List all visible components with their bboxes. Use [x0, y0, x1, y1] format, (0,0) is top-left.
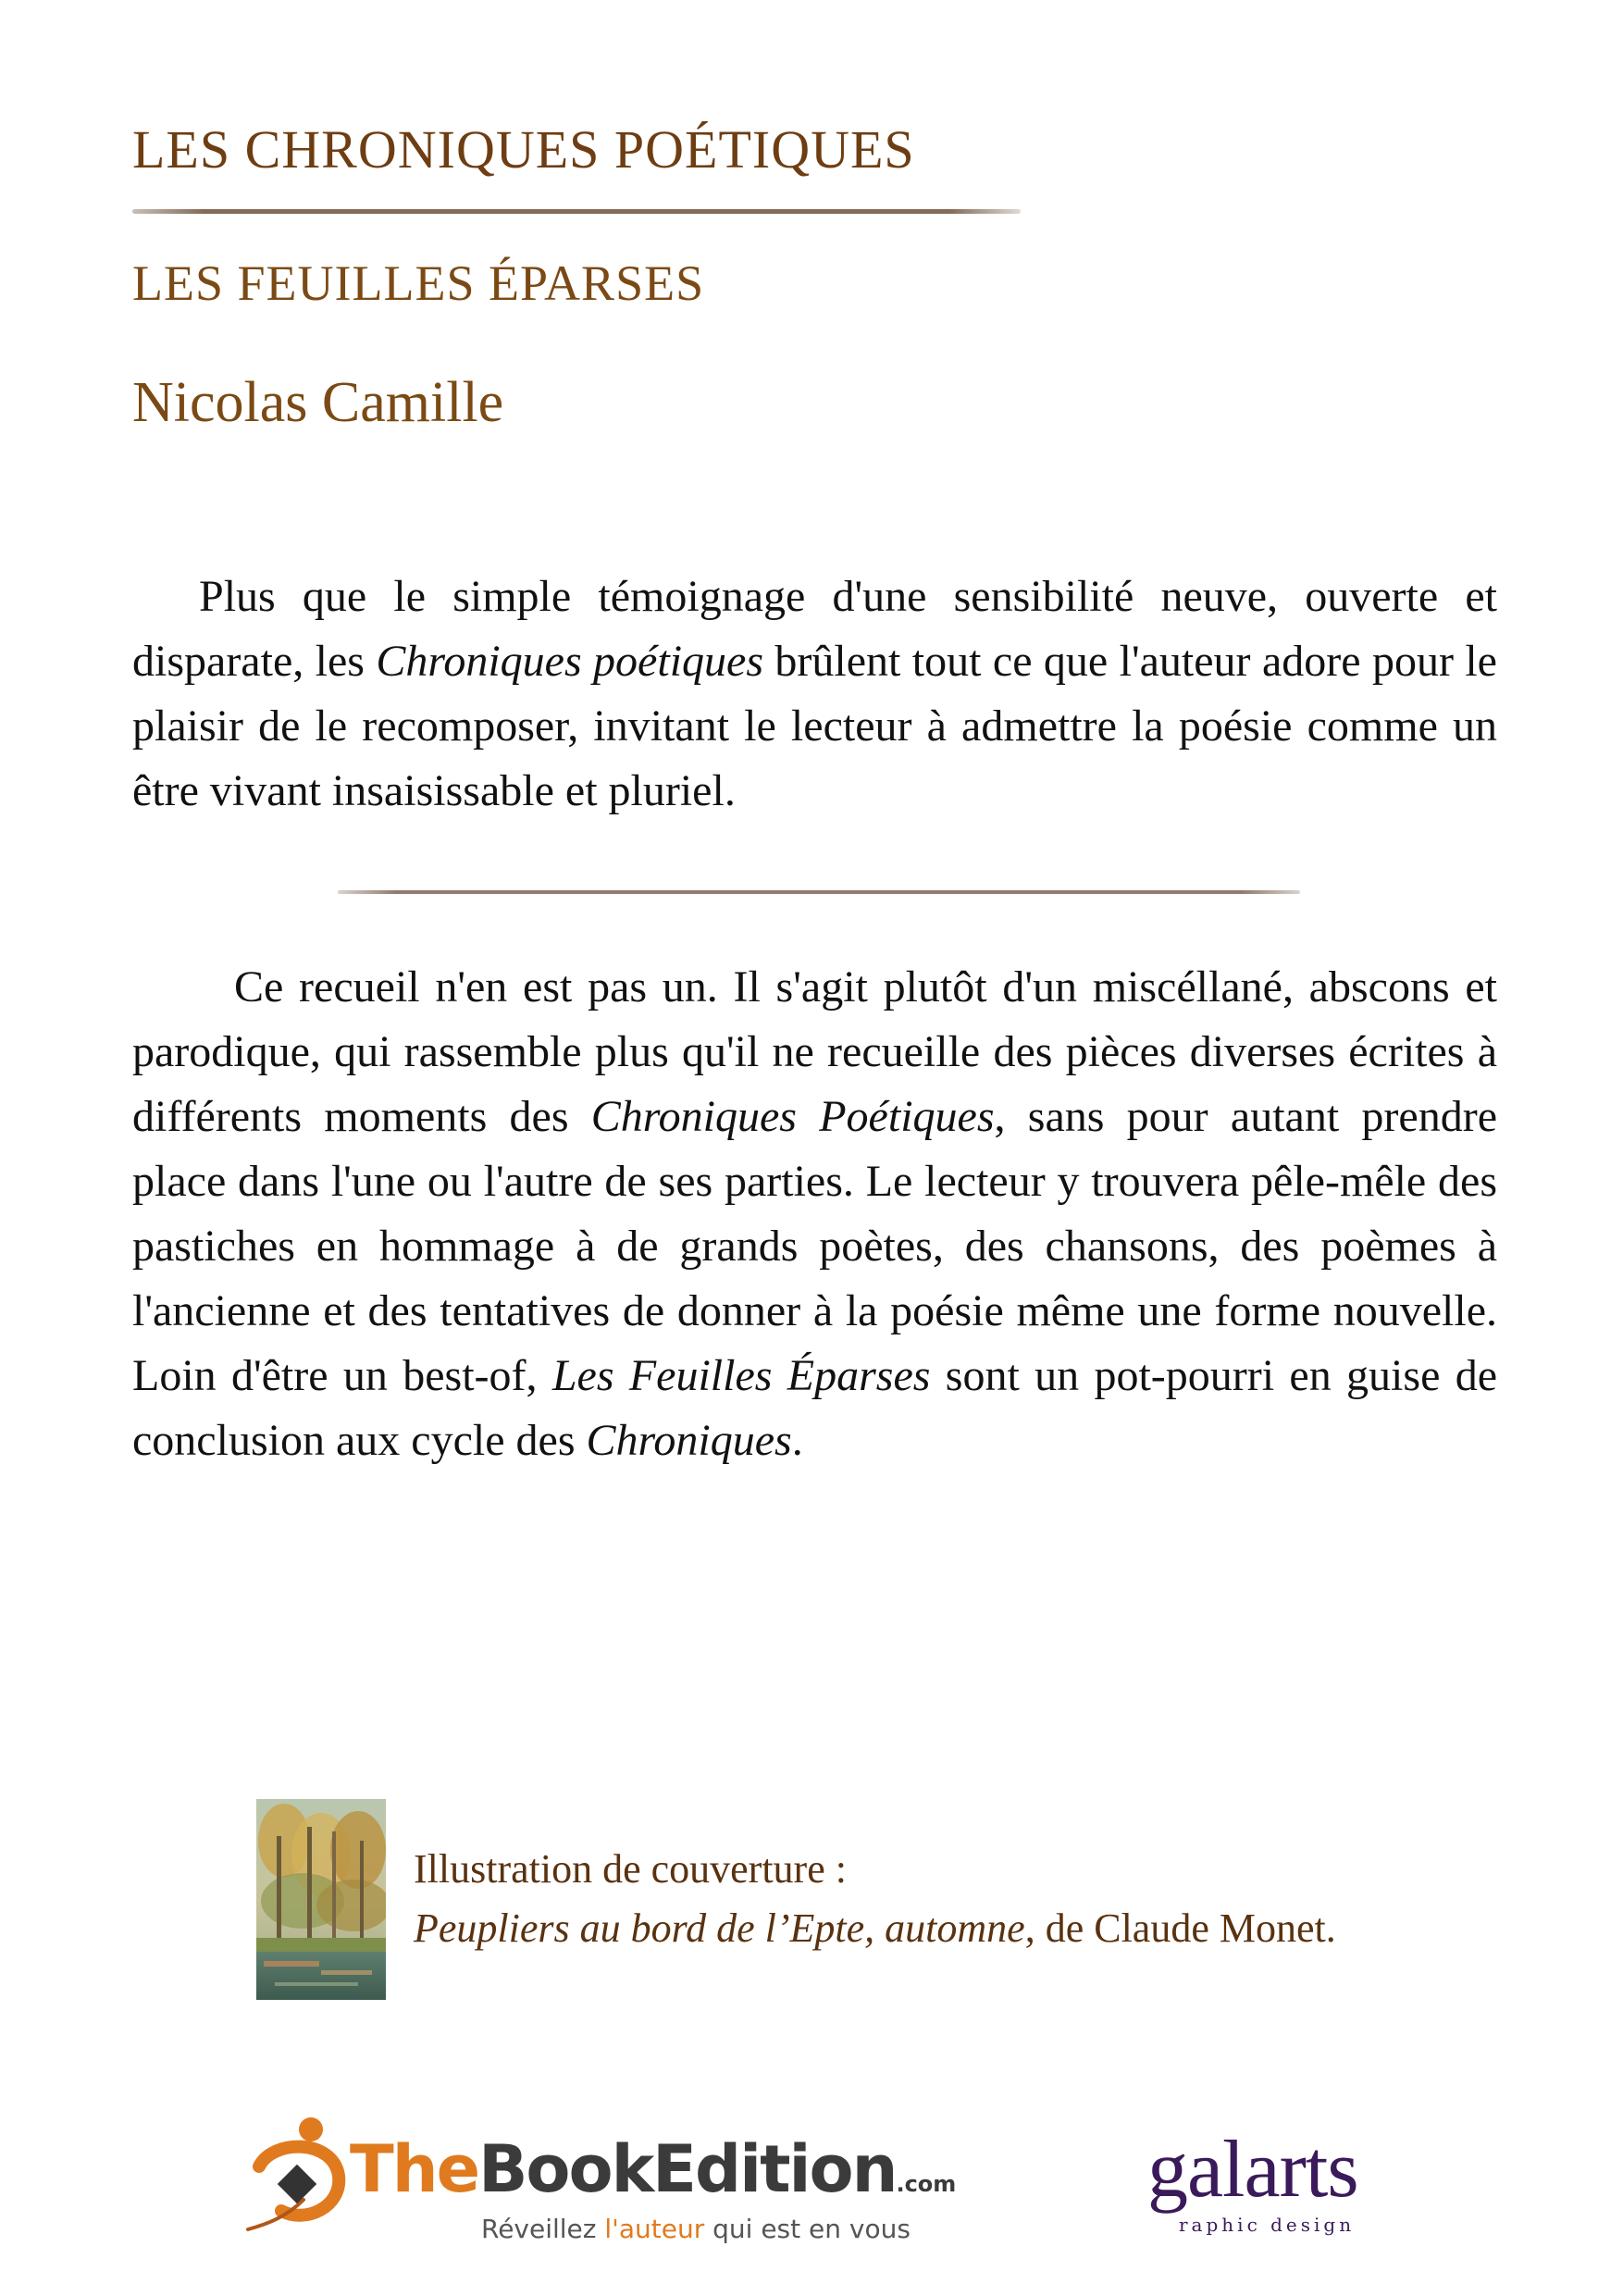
section-divider	[338, 890, 1300, 894]
blurb-2-text-c: sont un pot-pourri en guise de conclusion aux cycle des	[132, 1351, 1498, 1465]
blurb-1-italic-a: Chroniques poétiques	[376, 637, 764, 686]
tagline-accent: l'auteur	[604, 2214, 705, 2244]
artwork-title: Peupliers au bord de l’Epte, automne	[414, 1905, 1025, 1951]
book-title: LES FEUILLES ÉPARSES	[132, 255, 705, 311]
blurb-paragraph-2	[132, 955, 1497, 1473]
title-divider	[132, 209, 1021, 214]
blurb-paragraph-1	[132, 565, 1497, 824]
series-title: LES CHRONIQUES POÉTIQUES	[132, 119, 915, 180]
publisher-name-the: The	[350, 2131, 479, 2207]
designer-logo-subtitle: raphic design	[1179, 2214, 1356, 2236]
blurb-2-italic-c: Chroniques	[586, 1416, 792, 1465]
designer-logo-wordmark: galarts	[1147, 2125, 1358, 2215]
blurb-1-text-b: brûlent tout ce que l'auteur adore pour le plaisir de le recomposer, invitant le lecteur à admettre la poésie comme un être vivant insaisissable et pluriel.	[132, 637, 1497, 815]
publisher-name	[350, 2131, 956, 2207]
author-name: Nicolas Camille	[132, 371, 504, 434]
publisher-logo	[231, 2115, 972, 2244]
blurb-2-text-a: Ce recueil n'en est pas un. Il s'agit plutôt d'un miscéllané, abscons et parodique, qui rassemble plus qu'il ne recueille des pièces diverses écrites à différents moments des	[132, 962, 1497, 1141]
person-swirl-icon	[231, 2115, 352, 2235]
blurb-2-text-d: .	[791, 1416, 803, 1465]
blurb-2-italic-a: Chroniques Poétiques	[590, 1092, 995, 1141]
illustration-credit-label: Illustration de couverture :	[414, 1846, 847, 1892]
publisher-tagline	[481, 2214, 911, 2244]
blurb-2-text-b: , sans pour autant prendre place dans l'une ou l'autre de ses parties. Le lecteur y trouvera pêle-mêle des pastiches en hommage à de grands poètes, des chansons, des poèmes à l'ancienne et des tentatives de donner à la poésie même une forme nouvelle. Loin d'être un best-of,	[132, 1092, 1497, 1400]
tagline-part-1: Réveillez	[481, 2214, 605, 2244]
publisher-domain: .com	[896, 2171, 957, 2197]
tagline-part-2: qui est en vous	[704, 2214, 911, 2244]
cover-illustration-thumbnail	[256, 1799, 386, 2000]
illustration-credit-line	[414, 1905, 1336, 1952]
artwork-artist: , de Claude Monet.	[1024, 1905, 1336, 1951]
publisher-name-book: BookEdition	[478, 2131, 897, 2207]
blurb-1-text-a: Plus que le simple témoignage d'une sensibilité neuve, ouverte et disparate, les	[132, 572, 1497, 686]
blurb-2-italic-b: Les Feuilles Éparses	[551, 1351, 931, 1400]
designer-logo	[1147, 2125, 1388, 2249]
